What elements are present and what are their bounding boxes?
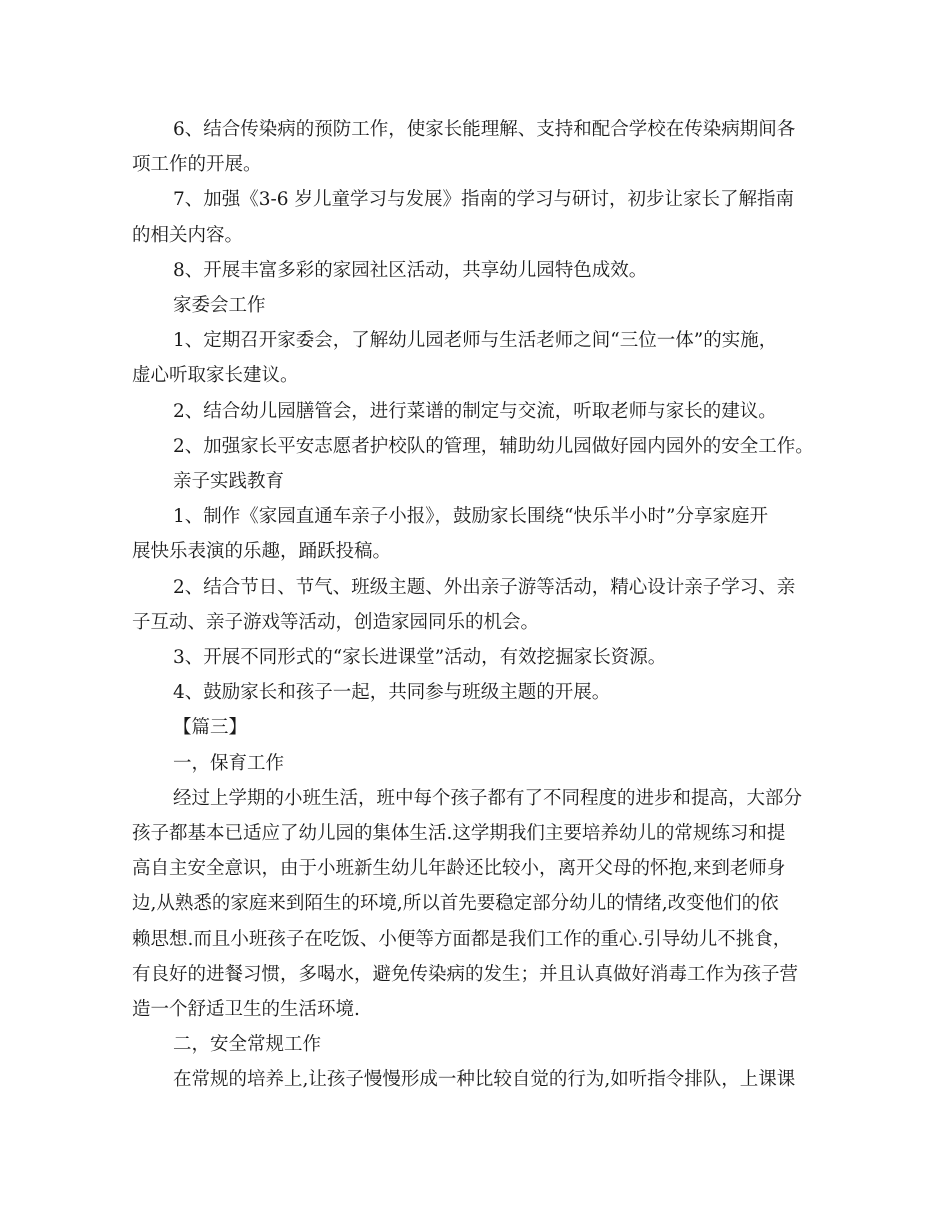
- text-line: 【篇三】: [173, 717, 248, 739]
- paragraph: [132, 499, 822, 569]
- text-line: 3、开展不同形式的“家长进课堂”活动，有效挖掘家长资源。: [173, 647, 667, 669]
- paragraph: [132, 182, 822, 252]
- paragraph: [132, 429, 822, 464]
- text-line: 4、鼓励家长和孩子一起，共同参与班级主题的开展。: [173, 682, 611, 704]
- text-line: 造一个舒适卫生的生活环境.: [132, 999, 360, 1021]
- text-line: 经过上学期的小班生活，班中每个孩子都有了不同程度的进步和提高，大部分: [173, 787, 803, 809]
- text-line: 高自主安全意识，由于小班新生幼儿年龄还比较小，离开父母的怀抱,来到老师身: [132, 858, 786, 880]
- text-line: 项工作的开展。: [132, 154, 262, 176]
- paragraph: [132, 323, 822, 393]
- paragraph: [132, 710, 822, 745]
- paragraph: [132, 112, 822, 182]
- text-line: 6、结合传染病的预防工作，使家长能理解、支持和配合学校在传染病期间各: [173, 119, 796, 140]
- paragraph: [132, 464, 822, 499]
- paragraph: [132, 1027, 822, 1062]
- text-line: 8、开展丰富多彩的家园社区活动，共享幼儿园特色成效。: [173, 259, 648, 281]
- text-line: 虚心听取家长建议。: [132, 365, 299, 387]
- text-line: 有良好的进餐习惯，多喝水，避免传染病的发生；并且认真做好消毒工作为孩子营: [132, 963, 799, 985]
- document-body: [132, 112, 822, 1098]
- text-line: 2、加强家长平安志愿者护校队的管理，辅助幼儿园做好园内园外的安全工作。: [173, 435, 814, 457]
- text-line: 二，安全常规工作: [173, 1034, 322, 1056]
- text-line: 的相关内容。: [132, 224, 244, 246]
- paragraph: [132, 288, 822, 323]
- text-line: 亲子实践教育: [173, 471, 285, 493]
- text-line: 2、结合幼儿园膳管会，进行菜谱的制定与交流，听取老师与家长的建议。: [173, 400, 777, 422]
- text-line: 一，保育工作: [173, 752, 285, 774]
- paragraph: [132, 394, 822, 429]
- paragraph: [132, 1062, 822, 1097]
- paragraph: [132, 781, 822, 1027]
- text-line: 在常规的培养上,让孩子慢慢形成一种比较自觉的行为,如听指令排队，上课课: [173, 1069, 796, 1091]
- text-line: 家委会工作: [173, 295, 266, 317]
- paragraph: [132, 570, 822, 640]
- paragraph: [132, 746, 822, 781]
- text-line: 子互动、亲子游戏等活动，创造家园同乐的机会。: [132, 611, 540, 633]
- text-line: 孩子都基本已适应了幼儿园的集体生活.这学期我们主要培养幼儿的常规练习和提: [132, 823, 786, 845]
- text-line: 2、结合节日、节气、班级主题、外出亲子游等活动，精心设计亲子学习、亲: [173, 576, 796, 598]
- text-line: 边,从熟悉的家庭来到陌生的环境,所以首先要稳定部分幼儿的情绪,改变他们的依: [132, 893, 779, 915]
- text-line: 1、制作《家园直通车亲子小报》，鼓励家长围绕“快乐半小时”分享家庭开: [173, 506, 768, 528]
- paragraph: [132, 675, 822, 710]
- text-line: 赖思想.而且小班孩子在吃饭、小便等方面都是我们工作的重心.引导幼儿不挑食，: [132, 928, 792, 950]
- text-line: 1、定期召开家委会，了解幼儿园老师与生活老师之间“三位一体”的实施，: [173, 330, 778, 352]
- text-line: 展快乐表演的乐趣，踊跃投稿。: [132, 541, 392, 563]
- text-line: 7、加强《3-6 岁儿童学习与发展》指南的学习与研讨，初步让家长了解指南: [173, 189, 794, 211]
- paragraph: [132, 253, 822, 288]
- paragraph: [132, 640, 822, 675]
